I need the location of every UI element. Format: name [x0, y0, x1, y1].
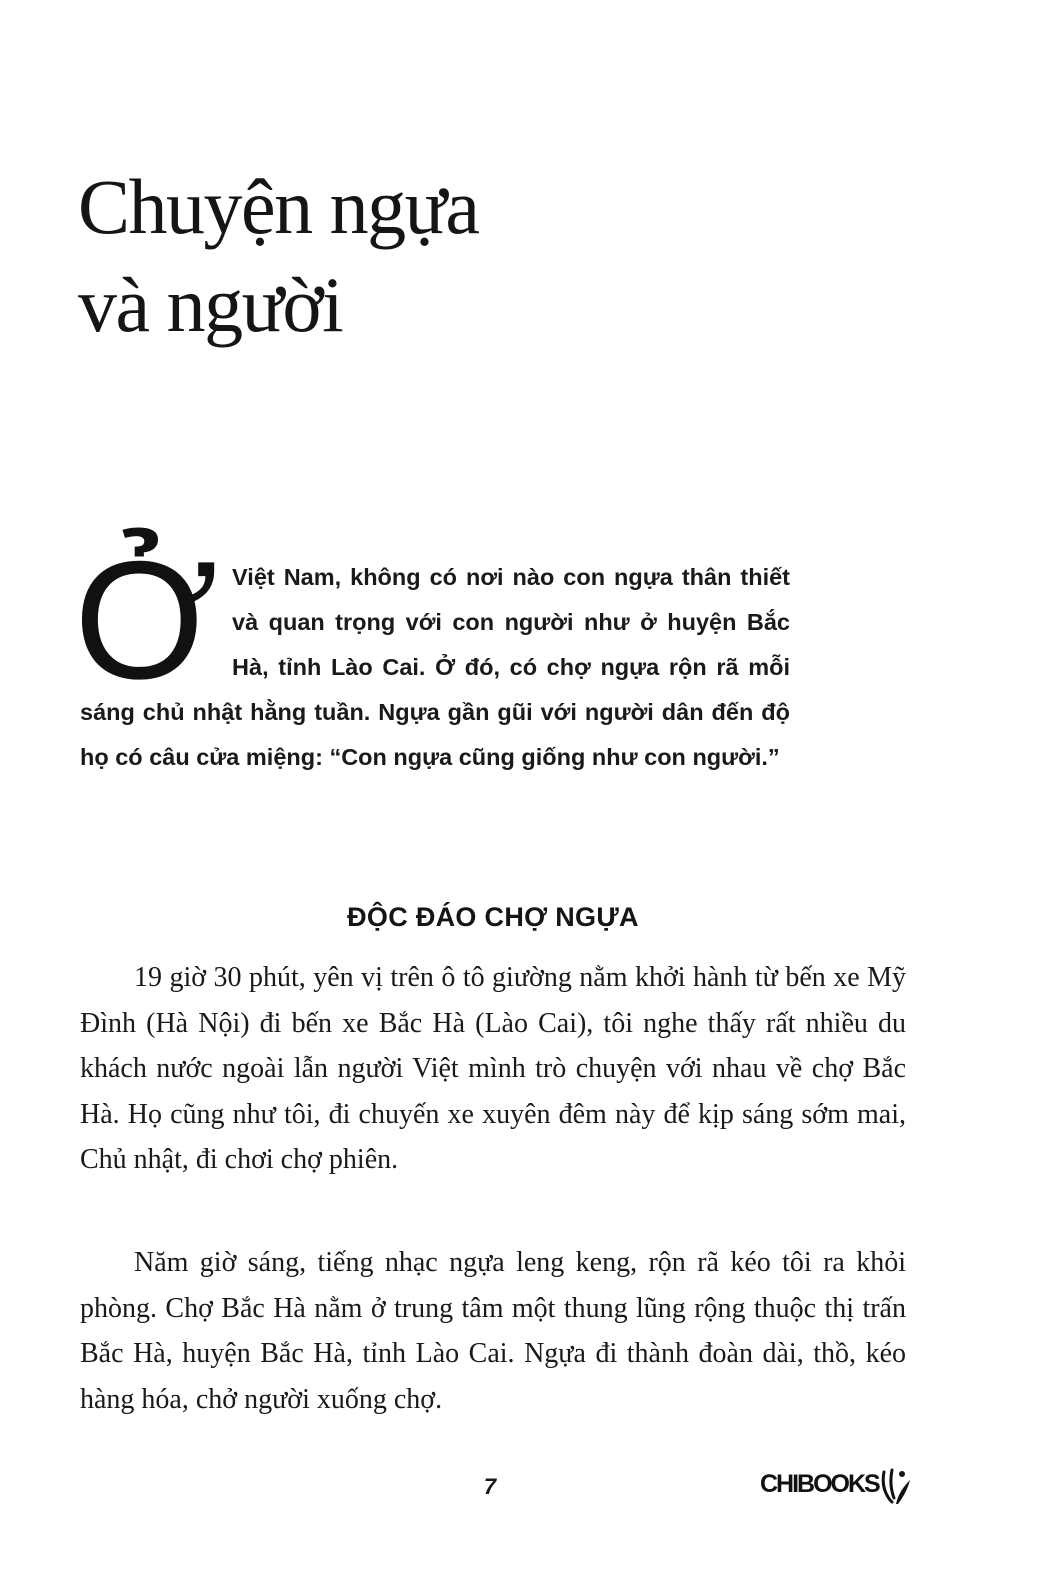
- body-paragraph-2: [80, 1240, 906, 1422]
- body-paragraph-1: [80, 955, 906, 1183]
- page-number: 7: [483, 1474, 497, 1499]
- chapter-title-line-2: và người: [78, 261, 343, 348]
- publisher-logo: [760, 1460, 920, 1510]
- intro-text: Việt Nam, không có nơi nào con ngựa thân thiết và quan trọng với con người như ở huyện Bắc Hà, tỉnh Lào Cai. Ở đó, có chợ ngựa rộn rã mỗi sáng chủ nhật hằng tuần. Ngựa gần gũi với người dân đến độ họ có câu cửa miệng: “Con ngựa cũng giống như con người.”: [80, 564, 790, 770]
- chapter-title: [78, 158, 698, 354]
- section-heading: ĐỘC ĐÁO CHỢ NGỰA: [347, 902, 639, 932]
- intro-paragraph: [74, 526, 790, 780]
- paragraph-text: Năm giờ sáng, tiếng nhạc ngựa leng keng, rộn rã kéo tôi ra khỏi phòng. Chợ Bắc Hà nằm ở trung tâm một thung lũng rộng thuộc thị trấn Bắc Hà, huyện Bắc Hà, tỉnh Lào Cai. Ngựa đi thành đoàn dài, thồ, kéo hàng hóa, chở người xuống chợ.: [80, 1247, 906, 1415]
- chapter-title-line-1: Chuyện ngựa: [78, 163, 479, 250]
- drop-cap: Ở: [74, 526, 219, 714]
- flower-icon: [878, 1464, 914, 1506]
- paragraph-text: 19 giờ 30 phút, yên vị trên ô tô giường nằm khởi hành từ bến xe Mỹ Đình (Hà Nội) đi bến xe Bắc Hà (Lào Cai), tôi nghe thấy rất nhiều du khách nước ngoài lẫn người Việt mình trò chuyện với nhau về chợ Bắc Hà. Họ cũng như tôi, đi chuyến xe xuyên đêm này để kịp sáng sớm mai, Chủ nhật, đi chơi chợ phiên.: [80, 962, 906, 1175]
- publisher-logo-text: CHIBOOKS: [760, 1470, 879, 1498]
